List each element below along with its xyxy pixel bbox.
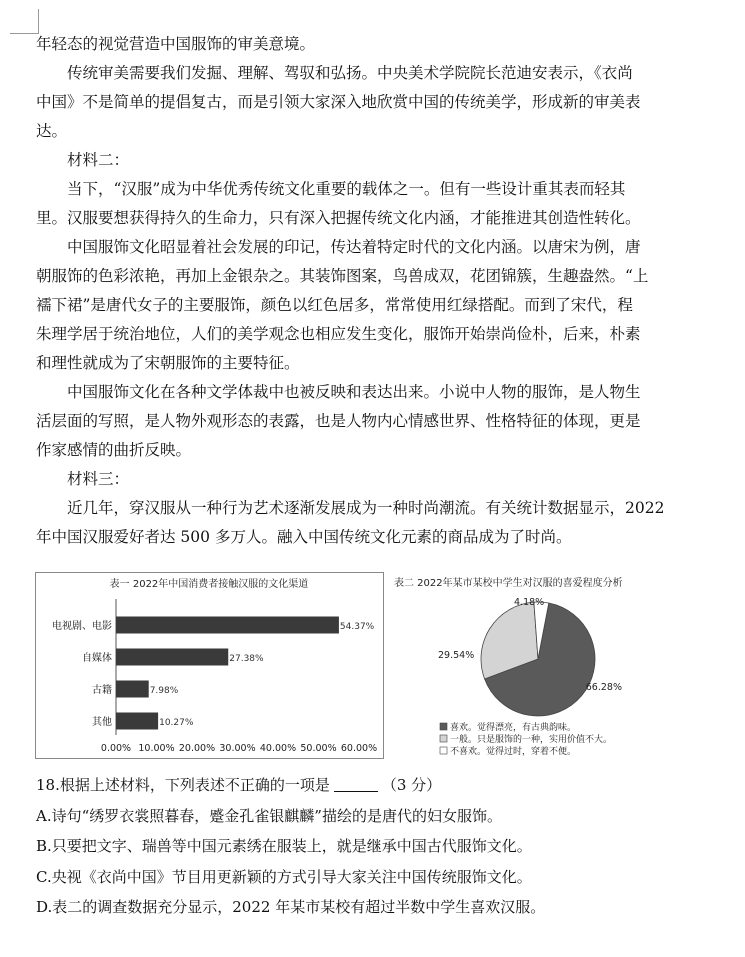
pie-value-label: 4.18% [514,597,545,608]
text-line: 达。 [36,122,68,140]
text-line: 年轻态的视觉营造中国服饰的审美意境。 [36,35,316,53]
bar-chart [36,573,383,758]
text-line: 朝服饰的色彩浓艳，再加上金银杂之。其装饰图案，鸟兽成双，花团锦簇，生趣盎然。“上 [36,267,649,285]
bar-chart-panel [35,572,384,759]
bar-0 [116,617,339,634]
page-corner-mark [10,9,39,34]
pie-chart-title: 表二 2022年某市某校中学生对汉服的喜爱程度分析 [394,578,623,589]
pie-chart [390,572,720,764]
bar-category-label: 古籍 [92,685,112,696]
question-stem-text: 18.根据上述材料，下列表述不正确的一项是 [36,776,330,794]
bar-x-tick-label: 20.00% [178,743,216,754]
paragraph-p2 [36,146,716,175]
bar-x-tick-label: 50.00% [300,743,337,754]
text-line: 年中国汉服爱好者达 500 多万人。融入中国传统文化元素的商品成为了时尚。 [36,528,572,546]
text-line: 传统审美需要我们发掘、理解、驾驭和弘扬。中央美术学院院长范迪安表示，《衣尚 [67,64,633,82]
pie-legend-label: 一般。只是服饰的一种，实用价值不大。 [450,735,613,745]
pie-legend-label: 不喜欢。觉得过时，穿着不便。 [450,747,577,757]
article-text [36,30,716,552]
text-line: 里。汉服要想获得持久的生命力，只有深入把握传统文化内涵，才能推进其创造性转化。 [36,209,641,227]
paragraph-p4 [36,233,716,378]
text-line: 中国》不是简单的提倡复古，而是引领大家深入地欣赏中国的传统美学，形成新的审美表 [36,93,641,111]
bar-x-tick-label: 40.00% [259,743,297,754]
text-line: 当下，“汉服”成为中华优秀传统文化重要的载体之一。但有一些设计重其表而轻其 [67,180,626,198]
bar-value-label: 27.38% [229,654,264,664]
bar-value-label: 54.37% [339,622,375,632]
bar-category-label: 自媒体 [82,653,112,664]
bar-category-label: 电视剧、电影 [52,621,112,632]
text-line: 中国服饰文化昭显着社会发展的印记，传达着特定时代的文化内涵。以唐宋为例，唐 [67,238,641,256]
bar-value-label: 10.27% [159,718,194,728]
pie-value-label: 29.54% [438,650,475,661]
paragraph-p6 [36,465,716,494]
text-line: 作家感情的曲折反映。 [36,441,192,459]
paragraph-p1 [36,59,716,146]
pie-legend-swatch [440,735,447,742]
option-b[interactable]: B.只要把文字、瑞兽等中国元素绣在服装上，就是继承中国古代服饰文化。 [36,837,532,855]
option-d[interactable]: D.表二的调查数据充分显示，2022 年某市某校有超过半数中学生喜欢汉服。 [36,898,546,916]
pie-legend-label: 喜欢。觉得漂亮，有古典韵味。 [450,723,577,733]
bar-x-tick-label: 30.00% [219,743,256,754]
text-line: 材料三： [67,470,130,488]
bar-x-tick-label: 10.00% [138,743,175,754]
text-line: 襦下裙”是唐代女子的主要服饰，颜色以红色居多，常常使用红绿搭配。而到了宋代，程 [36,296,633,314]
question-block [36,770,726,923]
answer-blank[interactable] [334,775,378,792]
bar-x-tick-label: 0.00% [100,743,132,754]
text-line: 中国服饰文化在各种文学体裁中也被反映和表达出来。小说中人物的服饰，是人物生 [67,383,641,401]
paragraph-p0 [36,30,716,59]
paragraph-p3 [36,175,716,233]
bar-3 [116,713,158,730]
pie-legend-swatch [440,747,447,754]
pie-value-label: 66.28% [585,682,622,693]
bar-chart-title: 表一 2022年中国消费者接触汉服的文化渠道 [109,579,309,590]
text-line: 和理性就成为了宋朝服饰的主要特征。 [36,354,300,372]
option-c[interactable]: C.央视《衣尚中国》节目用更新颖的方式引导大家关注中国传统服饰文化。 [36,867,532,886]
bar-1 [116,649,228,666]
option-a[interactable]: A.诗句“绣罗衣裳照暮春，蹙金孔雀银麒麟”描绘的是唐代的妇女服饰。 [36,806,502,825]
paragraph-p7 [36,494,716,552]
pie-legend-swatch [440,723,447,730]
paragraph-p5 [36,378,716,465]
question-stem [36,770,726,801]
text-line: 活层面的写照，是人物外观形态的表露，也是人物内心情感世界、性格特征的体现，更是 [36,412,641,430]
bar-x-tick-label: 60.00% [340,743,378,754]
bar-category-label: 其他 [92,717,112,728]
question-score: （3 分） [381,776,442,794]
pie-chart-panel [390,572,720,764]
text-line: 朱理学居于统治地位，人们的美学观念也相应发生变化，服饰开始崇尚俭朴，后来，朴素 [36,325,641,343]
bar-2 [116,681,149,698]
bar-value-label: 7.98% [149,686,179,696]
text-line: 近几年，穿汉服从一种行为艺术逐渐发展成为一种时尚潮流。有关统计数据显示，2022 [67,499,665,517]
text-line: 材料二： [67,151,130,169]
